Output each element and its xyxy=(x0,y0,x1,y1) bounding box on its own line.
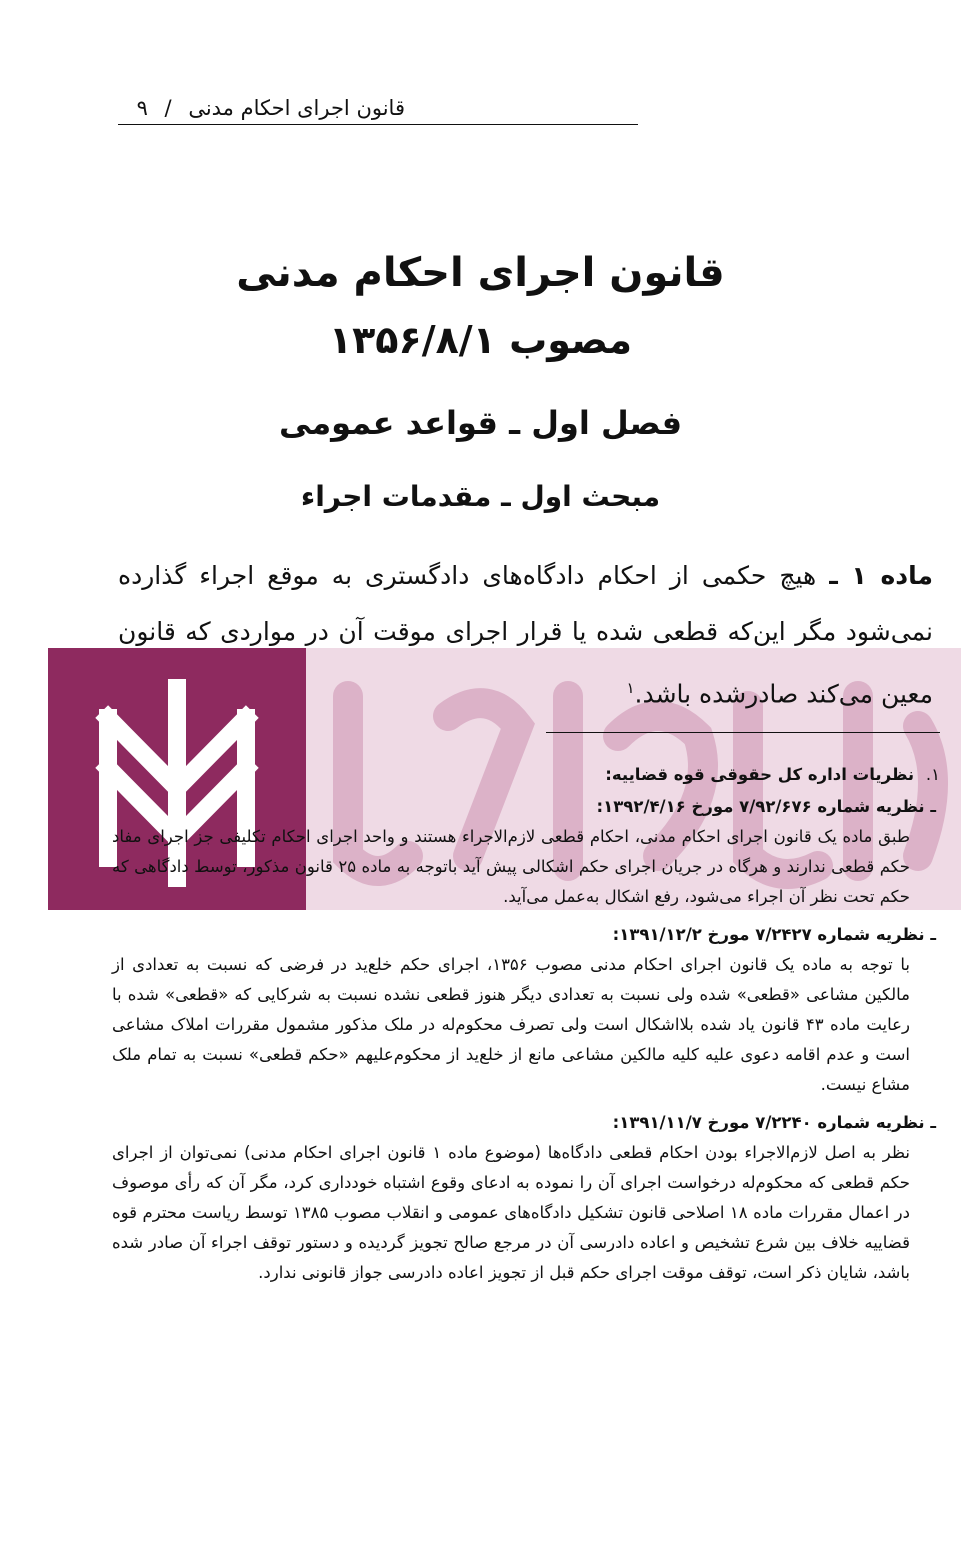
opinion-body: طبق ماده یک قانون اجرای احکام مدنی، احکام قطعی لازم‌الاجراء هستند و واحد اجرای احکام تکلیفی جز اجرای مفاد حکم قطعی ندارند و هرگاه در جریان اجرای حکم اشکالی پیش آید باتوجه به ماده ۲۵ قانون مذکور، توسط دادگاهی که حکم تحت نظر آن اجراء می‌شود، رفع اشکال به‌عمل می‌آید. xyxy=(112,827,910,906)
running-header xyxy=(118,92,933,132)
section-title: مبحث اول ـ مقدمات اجراء xyxy=(300,480,661,513)
opinion-1 xyxy=(112,792,940,912)
opinion-title: ـ نظریه شماره ۷/۲۲۴۰ مورخ ۱۳۹۱/۱۱/۷: xyxy=(612,1113,936,1132)
footnote-ref: ۱ xyxy=(626,679,635,697)
opinion-title: ـ نظریه شماره ۷/۲۴۲۷ مورخ ۱۳۹۱/۱۲/۲: xyxy=(612,925,936,944)
opinion-2 xyxy=(112,920,940,1100)
article-1 xyxy=(118,548,933,722)
law-title: قانون اجرای احکام مدنی xyxy=(236,250,725,296)
header-rule xyxy=(118,124,638,125)
footnote-heading-text: نظریات اداره کل حقوقی قوه قضاییه: xyxy=(605,765,915,784)
opinion-body: نظر به اصل لازم‌الاجراء بودن احکام قطعی دادگاه‌ها (موضوع ماده ۱ قانون اجرای احکام مدنی) نمی‌توان از اجرای حکم قطعی که محکوم‌له درخواست اجرای آن را نموده به ادعای وقوع اشتباه خودداری کرد، مگر آن که رأی موصوف در اعمال مقررات ماده ۱۸ اصلاحی قانون تشکیل دادگاه‌های عمومی و انقلاب مصوب ۱۳۸۵ توسط ریاست محترم قوه قضاییه خلاف بین شرع تشخیص و اعاده دادرسی آن در مرجع صالح تجویز گردیده و دستور توقف اجراء آن صادر شده باشد، شایان ذکر است، توقف موقت اجرای حکم قبل از تجویز اعاده دادرسی جواز قانونی ندارد. xyxy=(112,1143,910,1282)
running-header-separator: / xyxy=(164,96,172,120)
footnotes xyxy=(112,762,940,1296)
opinion-body: با توجه به ماده یک قانون اجرای احکام مدنی مصوب ۱۳۵۶، اجرای حکم خلع‌ید در فرضی که نسبت به تعدادی از مالکین مشاعی «قطعی» شده ولی نسبت به تعدادی دیگر هنوز قطعی نشده نسبت به شرکایی که «قطعی» شده با رعایت ماده ۴۳ قانون یاد شده بلااشکال است ولی تصرف محکوم‌له در ملک مذکور مشمول مقررات املاک مشاعی است و عدم اقامه دعوی علیه کلیه مالکین مشاعی مانع از خلع‌ید از محکوم‌علیهم «حکم قطعی» نسبت به تمام ملک مشاع نیست. xyxy=(112,955,910,1094)
article-text: هیچ حکمی از احکام دادگاه‌های دادگستری به موقع اجراء گذارده نمی‌شود مگر این‌که قطعی شده یا قرار اجرای موقت آن در مواردی که قانون معین می‌کند صادرشده باشد. xyxy=(118,561,933,709)
page-number: ۹ xyxy=(136,96,148,120)
opinion-title: ـ نظریه شماره ۷/۹۲/۶۷۶ مورخ ۱۳۹۲/۴/۱۶: xyxy=(596,797,936,816)
footnote-number: ۱. xyxy=(925,765,940,784)
article-lead: ماده ۱ ـ xyxy=(829,561,933,590)
chapter-title: فصل اول ـ قواعد عمومی xyxy=(278,404,683,442)
running-header-title: قانون اجرای احکام مدنی xyxy=(188,96,405,120)
footnote-heading xyxy=(112,762,940,788)
approval-date: مصوب ۱۳۵۶/۸/۱ xyxy=(328,318,633,362)
footnote-rule xyxy=(546,732,940,733)
opinion-3 xyxy=(112,1108,940,1288)
running-header-text xyxy=(137,96,405,120)
